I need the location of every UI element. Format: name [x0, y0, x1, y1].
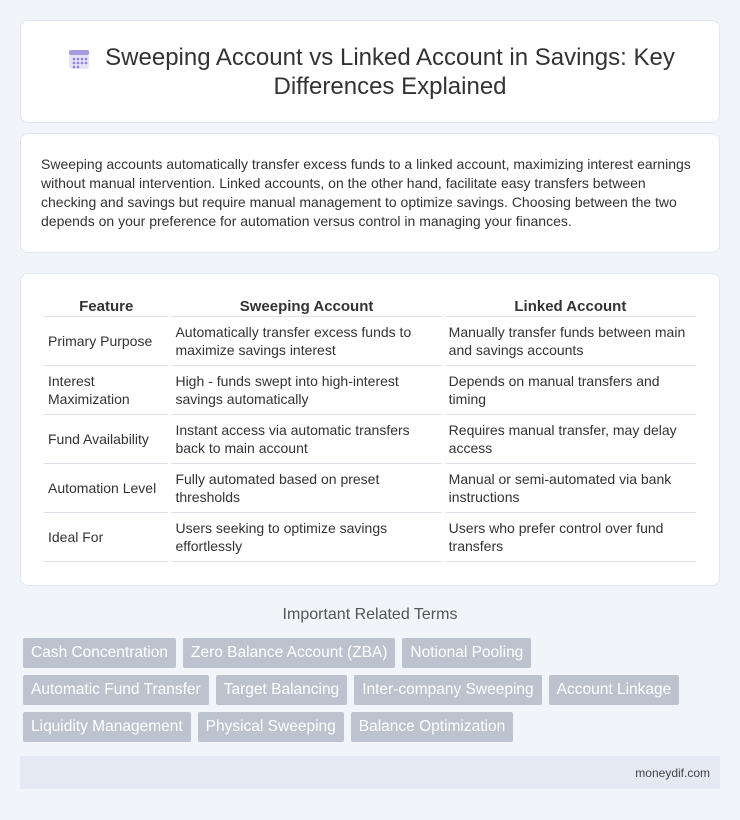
comparison-table	[41, 294, 699, 562]
related-term-tag[interactable]: Liquidity Management	[23, 712, 191, 742]
related-term-tag[interactable]: Target Balancing	[216, 675, 347, 705]
intro-paragraph: Sweeping accounts automatically transfer excess funds to a linked account, maximizing interest earnings without manual intervention. Linked accounts, on the other hand, facilitate easy transfers between checking and savings but require manual management to optimize savings. Choosing between the two depends on your preference for automation versus control in managing your finances.	[41, 156, 691, 229]
column-header-sweeping: Sweeping Account	[171, 294, 441, 317]
related-term-tag[interactable]: Cash Concentration	[23, 638, 176, 668]
table-row	[44, 415, 696, 464]
feature-cell: Fund Availability	[44, 415, 168, 464]
table-row	[44, 464, 696, 513]
intro-card	[20, 133, 720, 253]
feature-cell: Ideal For	[44, 513, 168, 562]
related-term-tag[interactable]: Inter-company Sweeping	[354, 675, 541, 705]
sweeping-cell: Users seeking to optimize savings effortlessly	[171, 513, 441, 562]
linked-cell: Users who prefer control over fund transfers	[445, 513, 696, 562]
table-row	[44, 317, 696, 366]
table-header-row	[44, 294, 696, 317]
feature-cell: Interest Maximization	[44, 366, 168, 415]
title-wrap	[21, 43, 719, 101]
feature-cell: Primary Purpose	[44, 317, 168, 366]
column-header-feature: Feature	[44, 294, 168, 317]
column-header-linked: Linked Account	[445, 294, 696, 317]
title-card	[20, 20, 720, 123]
feature-cell: Automation Level	[44, 464, 168, 513]
sweeping-cell: High - funds swept into high-interest savings automatically	[171, 366, 441, 415]
footer	[20, 756, 720, 789]
related-term-tag[interactable]: Notional Pooling	[402, 638, 531, 668]
related-term-tag[interactable]: Account Linkage	[549, 675, 680, 705]
related-terms-heading: Important Related Terms	[282, 606, 458, 623]
calendar-icon	[67, 47, 91, 71]
sweeping-cell: Instant access via automatic transfers back to main account	[171, 415, 441, 464]
sweeping-cell: Fully automated based on preset thresholds	[171, 464, 441, 513]
related-terms-list	[23, 638, 713, 742]
related-term-tag[interactable]: Automatic Fund Transfer	[23, 675, 209, 705]
related-term-tag[interactable]: Physical Sweeping	[198, 712, 344, 742]
page-title: Sweeping Account vs Linked Account in Savings: Key Differences Explained	[105, 44, 675, 100]
linked-cell: Requires manual transfer, may delay access	[445, 415, 696, 464]
related-term-tag[interactable]: Zero Balance Account (ZBA)	[183, 638, 395, 668]
linked-cell: Depends on manual transfers and timing	[445, 366, 696, 415]
table-row	[44, 513, 696, 562]
linked-cell: Manually transfer funds between main and savings accounts	[445, 317, 696, 366]
related-term-tag[interactable]: Balance Optimization	[351, 712, 513, 742]
footer-site-link[interactable]: moneydif.com	[635, 766, 710, 780]
linked-cell: Manual or semi-automated via bank instructions	[445, 464, 696, 513]
comparison-table-card	[20, 273, 720, 586]
table-row	[44, 366, 696, 415]
sweeping-cell: Automatically transfer excess funds to maximize savings interest	[171, 317, 441, 366]
